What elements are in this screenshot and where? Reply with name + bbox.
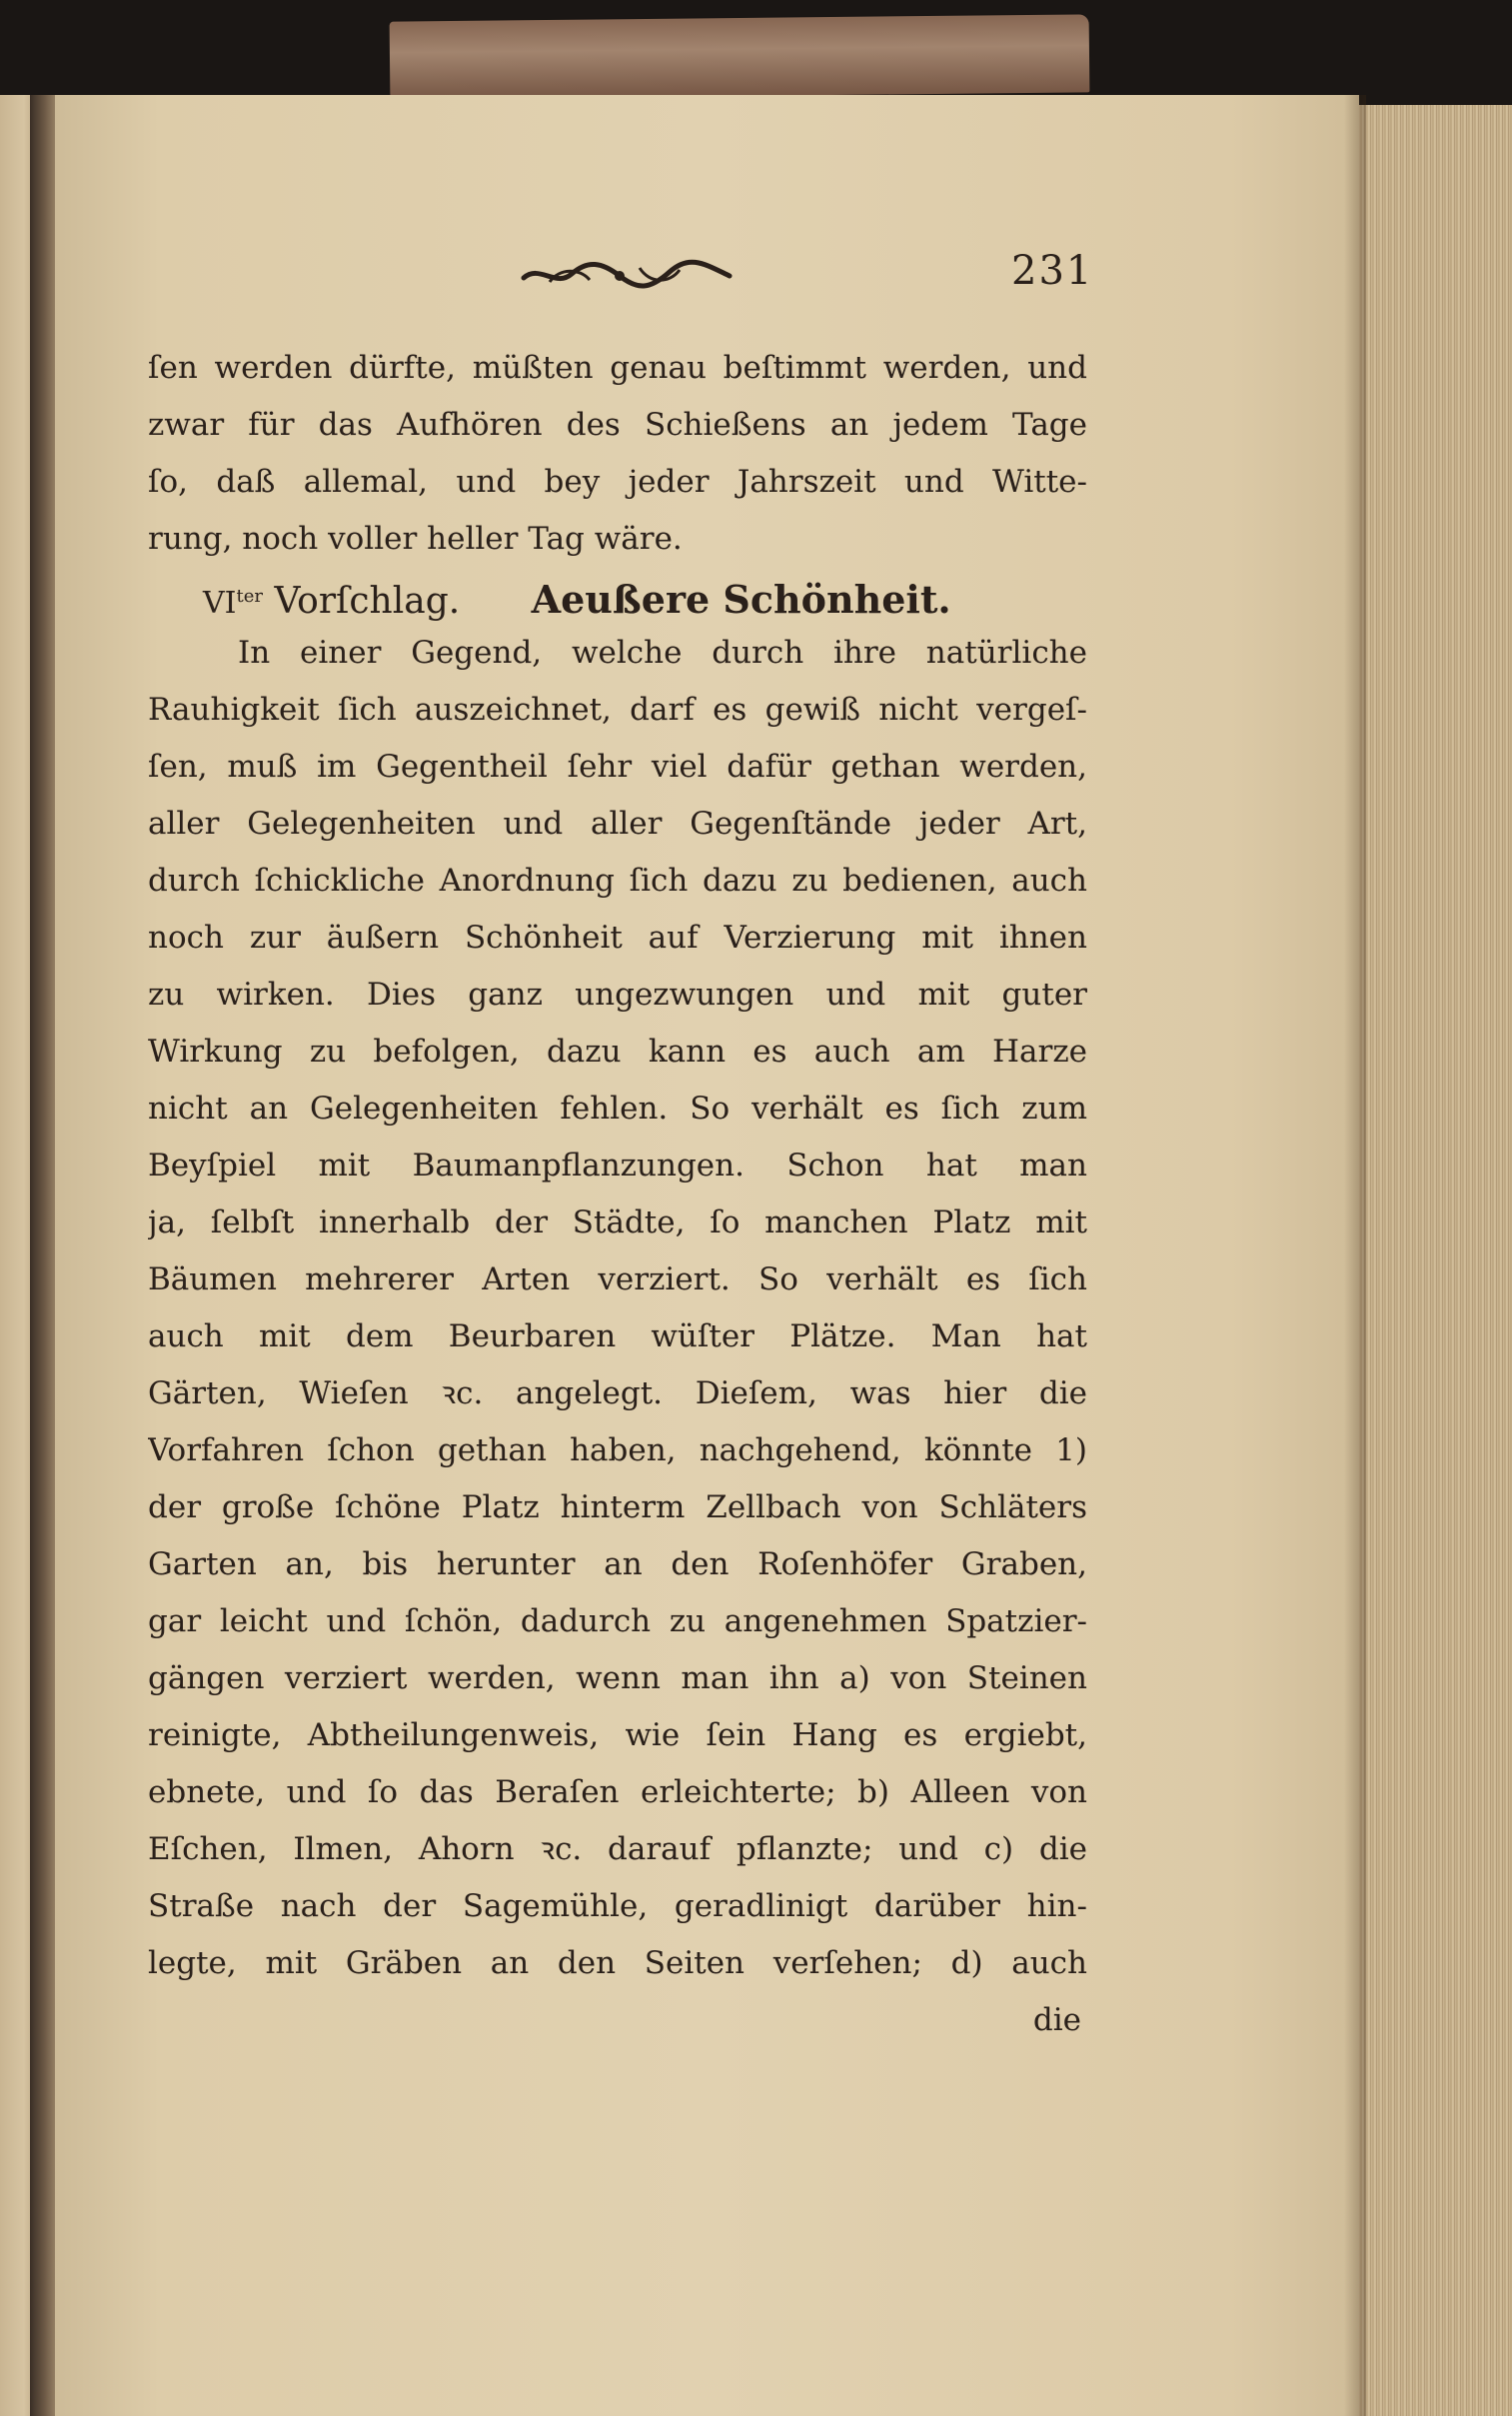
paragraph-line: Gärten, Wieſen ꝛc. angelegt. Dieſem, was hier die — [148, 1375, 1087, 1411]
paragraph-line: Wirkung zu befolgen, dazu kann es auch am Harze — [148, 1034, 1087, 1070]
page-text — [148, 340, 1087, 2049]
paragraph-line: nicht an Gelegenheiten fehlen. So verhält es ſich zum — [148, 1091, 1087, 1127]
paragraph-line: Bäumen mehrerer Arten verziert. So verhält es ſich — [148, 1261, 1087, 1297]
flourish-ornament-icon — [520, 258, 735, 292]
paragraph-line: noch zur äußern Schönheit auf Verzierung mit ihnen — [148, 920, 1087, 956]
section-title: Aeußere Schönheit. — [531, 577, 951, 622]
paragraph-line: aller Gelegenheiten und aller Gegenſtände jeder Art, — [148, 806, 1087, 842]
catchword: die — [1032, 2002, 1081, 2038]
paragraph-line: der große ſchöne Platz hinterm Zellbach von Schläters — [148, 1489, 1087, 1525]
paragraph-line: Straße nach der Sagemühle, geradlinigt darüber hin- — [148, 1888, 1087, 1924]
paragraph-line: In einer Gegend, welche durch ihre natürliche — [238, 635, 1087, 671]
text-line: rung, noch voller heller Tag wäre. — [148, 521, 683, 557]
paragraph-line: gar leicht und ſchön, dadurch zu angenehmen Spatzier- — [148, 1603, 1087, 1639]
paragraph-line: Eſchen, Ilmen, Ahorn ꝛc. darauf pflanzte; und c) die — [148, 1831, 1087, 1867]
paragraph-line: reinigte, Abtheilungenweis, wie ſein Hang es ergiebt, — [148, 1717, 1087, 1753]
paragraph-line: gängen verziert werden, wenn man ihn a) von Steinen — [148, 1660, 1087, 1696]
section-label: Vorſchlag. — [274, 581, 461, 622]
paragraph-line: ja, ſelbſt innerhalb der Städte, ſo manchen Platz mit — [148, 1205, 1087, 1240]
paragraph-line: ebnete, und ſo das Beraſen erleichterte; b) Alleen von — [148, 1774, 1087, 1810]
paragraph-line: ſen, muß im Gegentheil ſehr viel dafür gethan werden, — [148, 749, 1087, 785]
section-heading — [148, 568, 1087, 625]
text-line: zwar für das Aufhören des Schießens an jedem Tage — [148, 407, 1087, 443]
book-gutter — [30, 95, 58, 2416]
page-edge-shadow — [1344, 95, 1366, 2416]
paragraph-line: Garten an, bis herunter an den Roſenhöfer Graben, — [148, 1546, 1087, 1582]
paragraph-line: Beyſpiel mit Baumanpflanzungen. Schon hat man — [148, 1148, 1087, 1184]
paragraph-line: durch ſchickliche Anordnung ſich dazu zu bedienen, auch — [148, 863, 1087, 899]
text-line: ſo, daß allemal, und bey jeder Jahrszeit und Witte- — [148, 464, 1087, 500]
paragraph-line: Vorfahren ſchon gethan haben, nachgehend, könnte 1) — [148, 1432, 1087, 1468]
binding-tape — [390, 14, 1090, 99]
paragraph-line: auch mit dem Beurbaren wüſter Plätze. Man hat — [148, 1318, 1087, 1354]
page-number: 231 — [1011, 248, 1094, 294]
page-block-edge — [1359, 105, 1512, 2416]
section-number: $VI^{ter}$ — [203, 586, 264, 621]
text-line: ſen werden dürfte, müßten genau beſtimmt werden, und — [148, 350, 1087, 386]
paragraph-line: zu wirken. Dies ganz ungezwungen und mit guter — [148, 977, 1087, 1013]
paragraph-line: Rauhigkeit ſich auszeichnet, darf es gewiß nicht vergeſ- — [148, 692, 1087, 728]
paragraph-line: legte, mit Gräben an den Seiten verſehen; d) auch — [148, 1945, 1087, 1981]
running-header — [520, 248, 1099, 308]
